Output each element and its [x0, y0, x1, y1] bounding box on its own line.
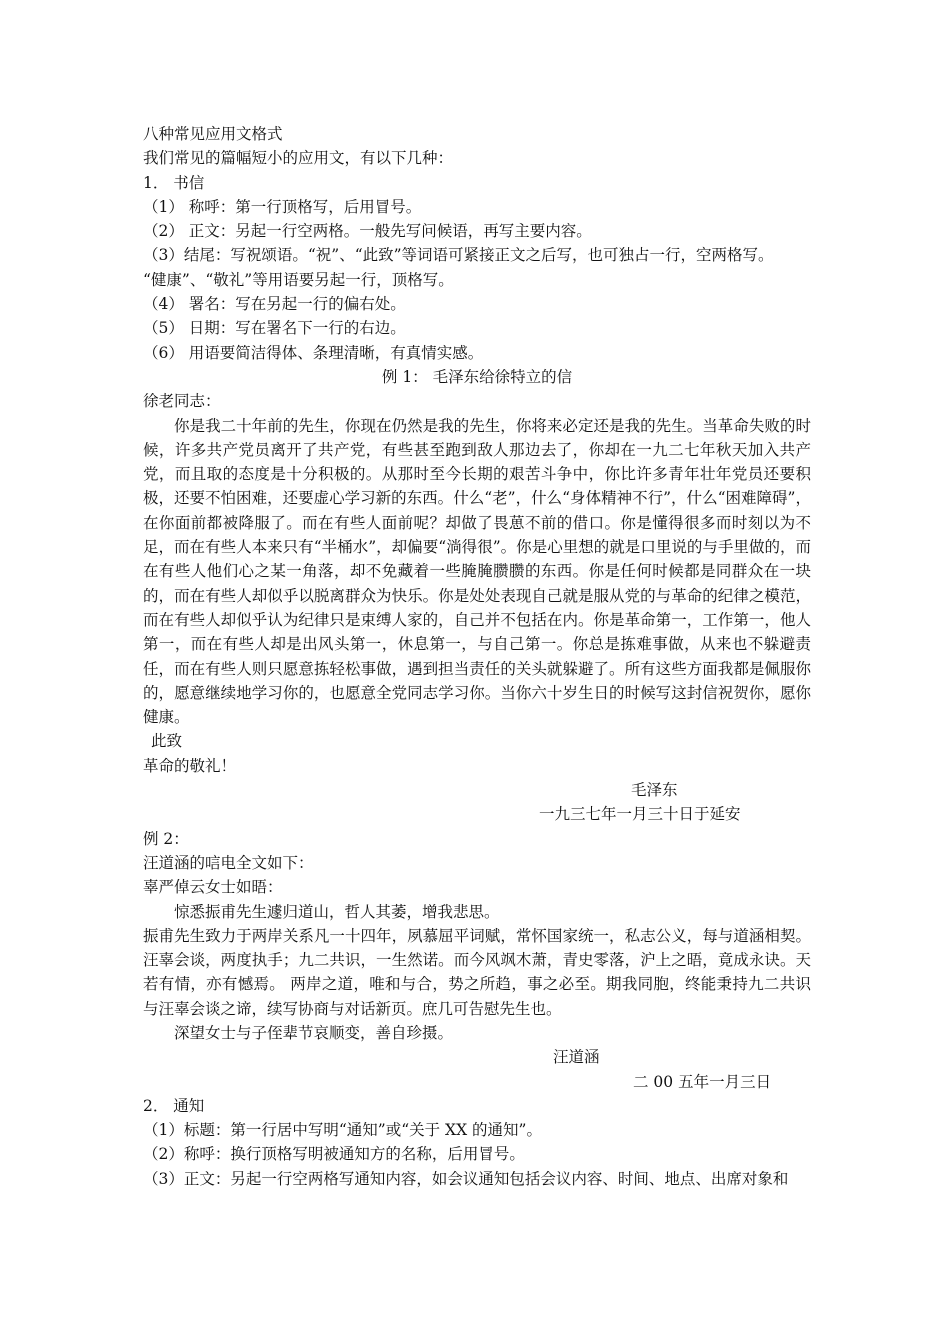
- section-1-item-4: （4） 署名：写在另起一行的偏右处。: [143, 295, 406, 314]
- example-2-paragraph-3: 深望女士与子侄辈节哀顺变，善自珍摄。: [174, 1023, 454, 1042]
- section-2-heading: 2． 通知: [143, 1096, 205, 1115]
- example-2-paragraph-2: 振甫先生致力于两岸关系凡一十四年，夙慕屈平词赋，常怀国家统一，私志公义，每与道涵相契。汪辜会谈，两度执手；九二共识，一生然诺。而今风飒木萧，青史零落，沪上之晤，竟成永诀。天若有情，亦有憾焉。 两岸之道，唯和与合，势之所趋，事之必至。期我同胞，终能秉持九二共识与汪辜会谈之谛，续写协商与对话新页。庶几可告慰先生也。: [143, 926, 811, 1018]
- example-1-title: 例 1： 毛泽东给徐特立的信: [381, 367, 573, 386]
- example-1-salutation: 徐老同志：: [143, 392, 221, 411]
- section-1-item-5: （5） 日期：写在署名下一行的右边。: [143, 319, 406, 338]
- intro-text: 我们常见的篇幅短小的应用文，有以下几种：: [143, 149, 454, 168]
- section-1-item-6: （6） 用语要简洁得体、条理清晰，有真情实感。: [143, 343, 484, 362]
- example-2-lead: 汪道涵的唁电全文如下：: [143, 853, 314, 872]
- section-2-item-2: （2）称呼：换行顶格写明被通知方的名称，后用冒号。: [143, 1145, 525, 1164]
- example-1-body: 你是我二十年前的先生，你现在仍然是我的先生，你将来必定还是我的先生。当革命失败的时候，许多共产党员离开了共产党，有些甚至跑到敌人那边去了，你却在一九二七年秋天加入共产党，而且取的态度是十分积极的。从那时至今长期的艰苦斗争中，你比许多青年壮年党员还要积极，还要不怕困难，还要虚心学习新的东西。什么“老”，什么“身体精神不行”，什么“困难障碍”，在你面前都被降服了。而在有些人面前呢？却做了畏葸不前的借口。你是懂得很多而时刻以为不足，而在有些人本来只有“半桶水”，却偏要“淌得很”。你是心里想的就是口里说的与手里做的，而在有些人他们心之某一角落，却不免藏着一些腌腌臜臜的东西。你是任何时候都是同群众在一块的，而在有些人却似乎以脱离群众为快乐。你是处处表现自己就是服从党的与革命的纪律之模范，而在有些人却似乎认为纪律只是束缚人家的，自己并不包括在内。你是革命第一，工作第一，他人第一，而在有些人却是出风头第一，休息第一，与自己第一。你总是拣难事做，从来也不躲避责任，而在有些人则只愿意拣轻松事做，遇到担当责任的关头就躲避了。所有这些方面我都是佩服你的，愿意继续地学习你的，也愿意全党同志学习你。当你六十岁生日的时候写这封信祝贺你，愿你健康。: [143, 416, 811, 727]
- section-2-item-3: （3）正文：另起一行空两格写通知内容，如会议通知包括会议内容、时间、地点、出席对象和: [143, 1169, 789, 1188]
- example-2-salutation: 辜严倬云女士如晤：: [143, 878, 283, 897]
- section-1-item-2: （2） 正文：另起一行空两格。一般先写问候语，再写主要内容。: [143, 222, 592, 241]
- document-page: [143, 122, 811, 1191]
- example-2-paragraph-1: 惊悉振甫先生遽归道山，哲人其萎，增我悲思。: [174, 902, 500, 921]
- example-1-closing-salute: 革命的敬礼！: [143, 756, 237, 775]
- section-2-item-1: （1）标题：第一行居中写明“通知”或“关于 XX 的通知”。: [143, 1121, 542, 1140]
- example-2-date: 二 00 五年一月三日: [633, 1072, 772, 1091]
- example-2-label: 例 2：: [143, 829, 189, 848]
- section-1-item-1: （1） 称呼：第一行顶格写，后用冒号。: [143, 197, 422, 216]
- example-1-date: 一九三七年一月三十日于延安: [539, 805, 741, 824]
- section-1-heading: 1． 书信: [143, 173, 205, 192]
- example-1-closing-ciczhi: 此致: [151, 732, 183, 751]
- document-title: 八种常见应用文格式: [143, 125, 283, 143]
- section-1-item-3: （3）结尾：写祝颂语。“祝”、“此致”等词语可紧接正文之后写，也可独占一行，空两格写。: [143, 246, 774, 265]
- section-1-item-3-continued: “健康”、“敬礼”等用语要另起一行，顶格写。: [143, 270, 454, 289]
- example-2-signature: 汪道涵: [553, 1048, 600, 1067]
- example-1-signature: 毛泽东: [631, 781, 678, 800]
